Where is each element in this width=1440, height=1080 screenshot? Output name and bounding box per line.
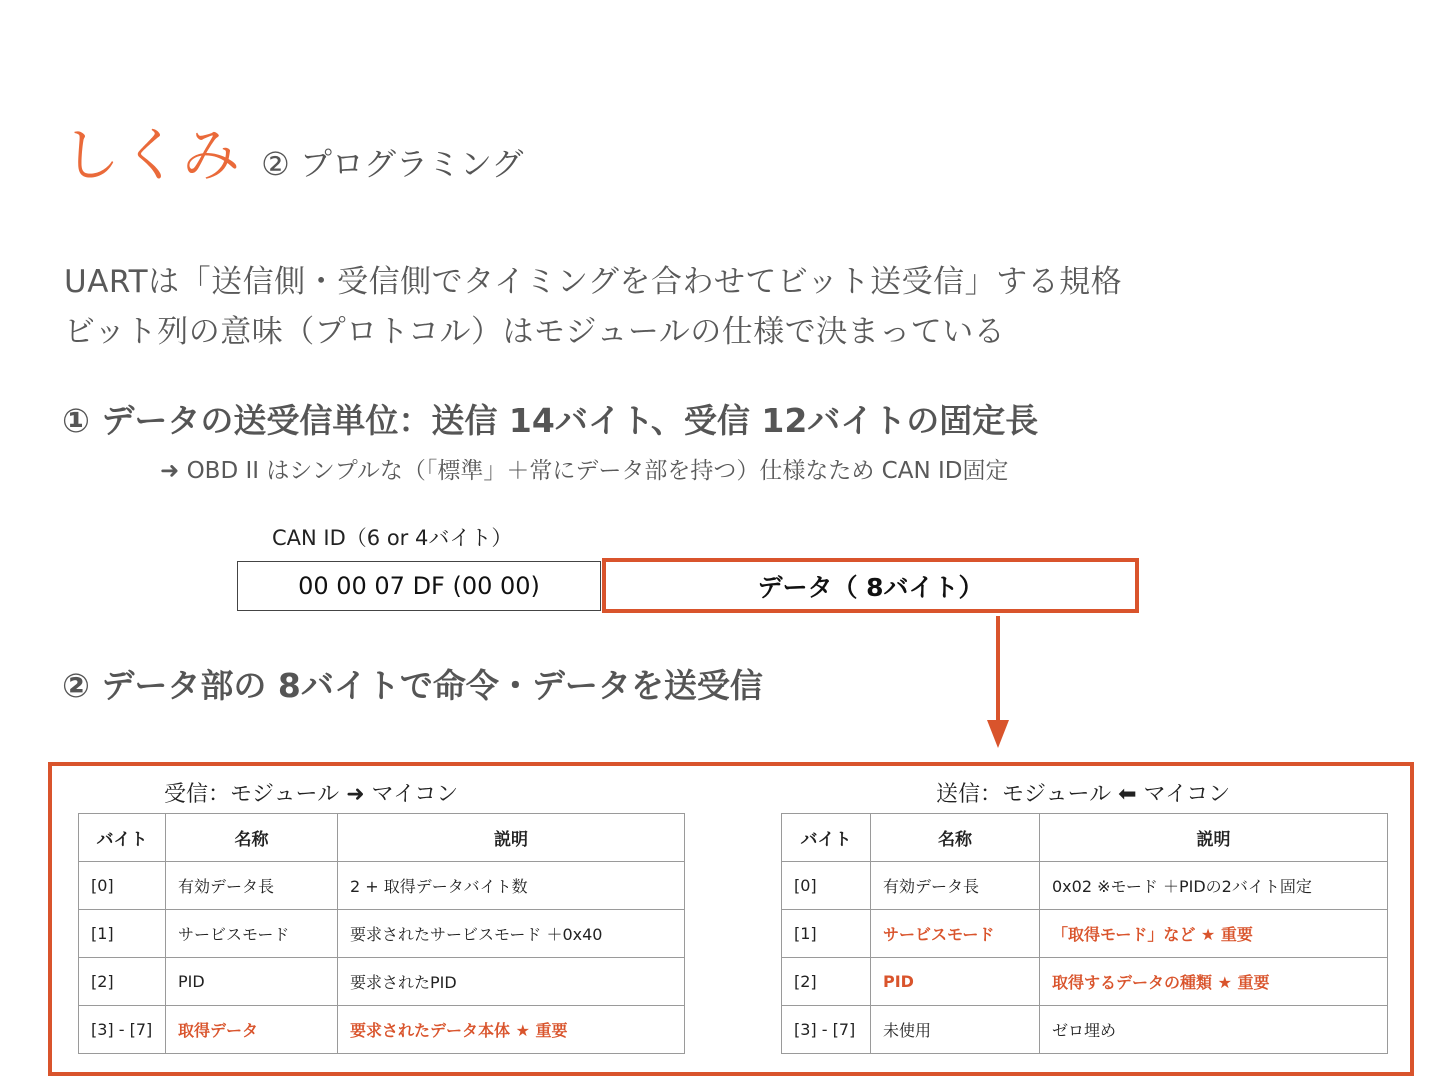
cell-byte: [1] — [79, 910, 166, 958]
cell-name-highlight: PID — [871, 958, 1040, 1006]
intro-line-1: UARTは「送信側・受信側でタイミングを合わせてビット送受信」する規格 — [64, 264, 1123, 300]
header-desc: 説明 — [338, 814, 685, 862]
table-row — [782, 910, 1388, 958]
cell-name: 有効データ長 — [871, 862, 1040, 910]
can-id-label: CAN ID（6 or 4バイト） — [272, 526, 513, 550]
cell-name: PID — [166, 958, 338, 1006]
table-header-row — [79, 814, 685, 862]
cell-desc: 2 + 取得データバイト数 — [338, 862, 685, 910]
title-sub: ② プログラミング — [261, 145, 524, 183]
table-row — [79, 1006, 685, 1054]
receive-caption: 受信：モジュール ➜ マイコン — [164, 782, 459, 807]
table-row — [79, 910, 685, 958]
send-caption: 送信：モジュール ⬅ マイコン — [936, 782, 1231, 807]
header-name: 名称 — [166, 814, 338, 862]
data-field-label: データ（ 8バイト） — [757, 572, 984, 602]
section-1-note: ➜ OBD II はシンプルな（「標準」＋常にデータ部を持つ）仕様なため CAN ID固定 — [160, 458, 1009, 484]
cell-desc: 要求されたPID — [338, 958, 685, 1006]
can-id-box — [237, 561, 601, 611]
table-row — [79, 862, 685, 910]
cell-name: サービスモード — [166, 910, 338, 958]
cell-byte: [2] — [79, 958, 166, 1006]
receive-table — [78, 813, 685, 1054]
table-row — [782, 1006, 1388, 1054]
down-arrow-icon — [980, 612, 1020, 752]
section-1-heading: ① データの送受信単位：送信 14バイト、受信 12バイトの固定長 — [62, 401, 1039, 440]
table-header-row — [782, 814, 1388, 862]
cell-byte: [1] — [782, 910, 871, 958]
can-id-value: 00 00 07 DF (00 00) — [298, 572, 540, 600]
intro-line-2: ビット列の意味（プロトコル）はモジュールの仕様で決まっている — [64, 314, 1006, 350]
header-desc: 説明 — [1040, 814, 1388, 862]
table-row — [79, 958, 685, 1006]
cell-byte: [3] - [7] — [782, 1006, 871, 1054]
cell-name-highlight: サービスモード — [871, 910, 1040, 958]
cell-desc: ゼロ埋め — [1040, 1006, 1388, 1054]
cell-name: 有効データ長 — [166, 862, 338, 910]
header-byte: バイト — [79, 814, 166, 862]
cell-byte: [0] — [79, 862, 166, 910]
cell-name: 未使用 — [871, 1006, 1040, 1054]
cell-byte: [2] — [782, 958, 871, 1006]
send-table — [781, 813, 1388, 1054]
table-row — [782, 958, 1388, 1006]
page-title — [62, 108, 523, 192]
data-field-box — [602, 558, 1139, 613]
cell-desc-highlight: 取得するデータの種類 ★ 重要 — [1040, 958, 1388, 1006]
cell-desc: 0x02 ※モード ＋PIDの2バイト固定 — [1040, 862, 1388, 910]
header-name: 名称 — [871, 814, 1040, 862]
cell-name-highlight: 取得データ — [166, 1006, 338, 1054]
header-byte: バイト — [782, 814, 871, 862]
table-row — [782, 862, 1388, 910]
cell-desc: 要求されたサービスモード ＋0x40 — [338, 910, 685, 958]
cell-desc-highlight: 「取得モード」など ★ 重要 — [1040, 910, 1388, 958]
cell-byte: [3] - [7] — [79, 1006, 166, 1054]
section-2-heading: ② データ部の 8バイトで命令・データを送受信 — [62, 666, 763, 705]
cell-desc-highlight: 要求されたデータ本体 ★ 重要 — [338, 1006, 685, 1054]
cell-byte: [0] — [782, 862, 871, 910]
title-main: しくみ — [62, 121, 243, 189]
